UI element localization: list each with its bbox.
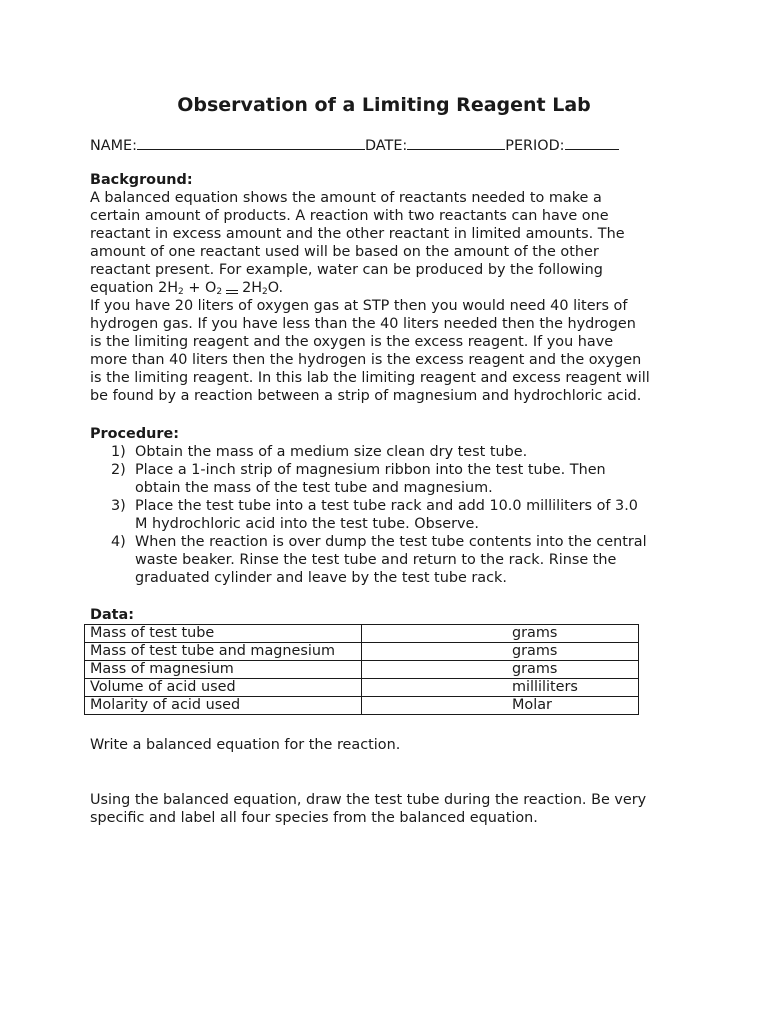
data-table: [84, 624, 639, 715]
row-label: Molarity of acid used: [85, 697, 362, 715]
name-label: NAME:: [90, 138, 137, 154]
period-label: PERIOD:: [505, 138, 565, 154]
background-line: certain amount of products. A reaction with two reactants can have one: [90, 208, 609, 224]
date-label: DATE:: [364, 138, 408, 154]
background-line: more than 40 liters then the hydrogen is the excess reagent and the oxygen: [90, 352, 642, 368]
background-line: is the limiting reagent and the oxygen is the excess reagent. If you have: [90, 334, 614, 350]
row-label: Mass of test tube and magnesium: [85, 643, 362, 661]
row-label: Mass of test tube: [85, 625, 362, 643]
table-row: [85, 679, 639, 697]
row-unit[interactable]: grams: [362, 625, 639, 643]
background-line: A balanced equation shows the amount of reactants needed to make a: [90, 190, 602, 206]
row-unit[interactable]: milliliters: [362, 679, 639, 697]
background-line: If you have 20 liters of oxygen gas at STP then you would need 40 liters of: [90, 298, 628, 314]
page-title: Observation of a Limiting Reagent Lab: [177, 94, 591, 116]
table-row: [85, 697, 639, 715]
row-label: Mass of magnesium: [85, 661, 362, 679]
name-blank[interactable]: [137, 135, 365, 150]
question-equation: Write a balanced equation for the reaction.: [90, 737, 401, 753]
row-unit[interactable]: Molar: [362, 697, 639, 715]
equals-arrow-icon: [226, 286, 238, 294]
question-drawing: Using the balanced equation, draw the test tube during the reaction. Be very specific and label all four species from the balanced equation.: [90, 792, 647, 826]
student-info-line: [90, 135, 619, 155]
background-line: be found by a reaction between a strip of magnesium and hydrochloric acid.: [90, 388, 642, 404]
row-unit[interactable]: grams: [362, 661, 639, 679]
row-unit[interactable]: grams: [362, 643, 639, 661]
table-row: [85, 625, 639, 643]
background-line: reactant present. For example, water can be produced by the following: [90, 262, 603, 278]
date-blank[interactable]: [407, 135, 505, 150]
procedure-step: 1) Obtain the mass of a medium size clean dry test tube.: [111, 444, 528, 460]
table-row: [85, 661, 639, 679]
procedure-heading: Procedure:: [90, 426, 179, 442]
data-heading: Data:: [90, 607, 135, 623]
background-section: [90, 171, 680, 405]
background-line: hydrogen gas. If you have less than the 40 liters needed then the hydrogen: [90, 316, 636, 332]
background-heading: Background:: [90, 172, 193, 188]
period-blank[interactable]: [565, 135, 619, 150]
procedure-list: [90, 443, 680, 587]
procedure-step: 3) Place the test tube into a test tube rack and add 10.0 milliliters of 3.0 M hydrochloric acid into the test tube. Observe.: [111, 498, 638, 532]
procedure-section: [90, 425, 680, 587]
procedure-step: 2) Place a 1-inch strip of magnesium ribbon into the test tube. Then obtain the mass of the test tube and magnesium.: [111, 462, 606, 496]
background-line: reactant in excess amount and the other reactant in limited amounts. The: [90, 226, 625, 242]
procedure-step: 4) When the reaction is over dump the test tube contents into the central waste beaker. Rinse the test tube and return to the rack. Rinse the graduated cylinder and leave by the test tube rack.: [111, 534, 647, 586]
background-line: is the limiting reagent. In this lab the limiting reagent and excess reagent will: [90, 370, 650, 386]
water-equation: equation $2H_2 + O_2$ $2H_2O$.: [90, 280, 284, 297]
row-label: Volume of acid used: [85, 679, 362, 697]
table-row: [85, 643, 639, 661]
background-line: amount of one reactant used will be based on the amount of the other: [90, 244, 599, 260]
